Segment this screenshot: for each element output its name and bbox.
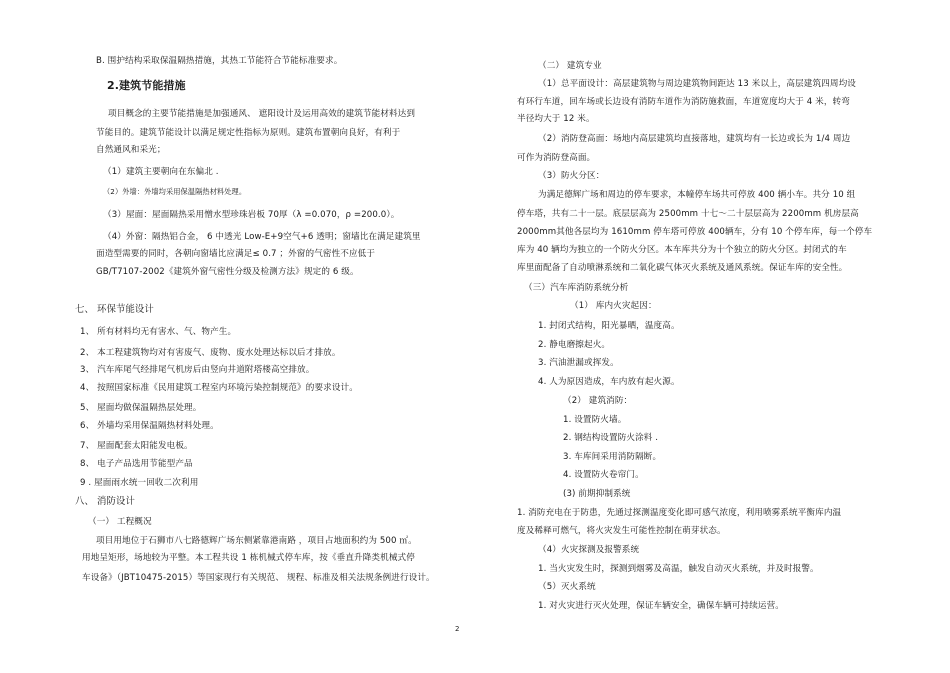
text-line: 可作为消防登高面。 — [517, 153, 596, 163]
text-line: 停车塔，共有二十一层。底层层高为 2500mm 十七～二十层层高为 2200mm 机房层高 — [517, 209, 859, 219]
text-line: 1. 消防充电在于防患，先通过探测温度变化即可感气浓度，利用喷雾系统平衡库内温 — [517, 508, 842, 518]
text-line: 节能目的。建筑节能设计以满足规定性指标为原则。建筑布置朝向良好，有利于 — [96, 128, 401, 138]
list-heading: （5）灭火系统 — [538, 582, 596, 592]
section-heading: 2.建筑节能措施 — [107, 79, 186, 92]
list-item: 3. 车库间采用消防隔断。 — [563, 452, 662, 462]
list-item: 4. 人为原因造成，车内放有起火源。 — [538, 377, 680, 387]
list-item: 2. 静电磨擦起火。 — [538, 340, 611, 350]
list-item: 3. 汽油泄漏或挥发。 — [538, 358, 619, 368]
text-line: （1）总平面设计：高层建筑物与周边建筑物间距达 13 米以上，高层建筑四周均设 — [538, 79, 856, 89]
subsection-heading: （一） 工程概况 — [88, 517, 152, 527]
text-line: B. 围护结构采取保温隔热措施，其热工节能符合节能标准要求。 — [96, 56, 343, 66]
list-heading: （1） 库内火灾起因： — [570, 301, 657, 311]
subsection-heading: （三）汽车库消防系统分析 — [524, 283, 629, 293]
text-line: 有环行车道，回车场或长边设有消防车道作为消防施救面，车道宽度均大于 4 米，转弯 — [517, 97, 850, 107]
list-item: 7、 屋面配套太阳能发电板。 — [80, 441, 193, 451]
list-heading: （2） 建筑消防： — [563, 396, 633, 406]
list-item: 5、 屋面均做保温隔热层处理。 — [80, 403, 202, 413]
text-line: 面造型需要的同时，各朝向窗墙比应满足≤ 0.7 ；外窗的气密性不应低于 — [96, 249, 376, 259]
list-item: 8、 电子产品选用节能型产品 — [80, 459, 193, 469]
list-item: 1、 所有材料均无有害水、气、物产生。 — [80, 327, 237, 337]
text-line: 库为 40 辆均为独立的一个防火分区。本车库共分为十个独立的防火分区。封闭式的车 — [517, 245, 847, 255]
text-line: （3）屋面：屋面隔热采用憎水型珍珠岩板 70厚（λ =0.070，ρ =200.0）。 — [103, 210, 400, 220]
list-item: 2. 钢结构设置防火涂料 . — [563, 433, 659, 443]
text-line: （2）外墙：外墙均采用保温隔热材料处理。 — [103, 187, 247, 196]
text-line: 库里面配备了自动喷淋系统和二氧化碳气体灭火系统及通风系统。保证车库的安全性。 — [517, 263, 848, 273]
list-item: 1. 对火灾进行灭火处理，保证车辆安全，确保车辆可持续运营。 — [538, 601, 784, 611]
list-item: 1. 封闭式结构，阳光暴晒，温度高。 — [538, 321, 680, 331]
list-heading: (3) 前期抑制系统 — [563, 489, 631, 499]
list-item: 1. 当火灾发生时，探测到烟雾及高温，触发自动灭火系统，并及时报警。 — [538, 564, 819, 574]
text-line: 项目用地位于石狮市八七路德辉广场东侧紧靠港南路 ，项目占地面积约为 500 ㎡。 — [96, 536, 417, 546]
text-line: 度及稀释可燃气，将火灾发生可能性控制在萌芽状态。 — [517, 526, 726, 536]
list-item: 2、 本工程建筑物均对有害废气、废物、废水处理达标以后才排放。 — [80, 348, 341, 358]
text-line: 项目概念的主要节能措施是加强通风、 遮阳设计及运用高效的建筑节能材料达到 — [108, 109, 416, 119]
list-item: 3、 汽车库尾气经排尾气机房后由竖向井道附塔楼高空排放。 — [80, 365, 315, 375]
chapter-heading: 八、 消防设计 — [75, 496, 135, 507]
text-line: 2000mm其他各层均为 1610mm 停车塔可停放 400辆车，分有 10 个停车库，每一个停车 — [517, 227, 873, 237]
text-line: GB/T7107-2002《建筑外窗气密性分级及检测方法》规定的 6 级。 — [96, 267, 359, 277]
text-line: （1）建筑主要朝向在东偏北 . — [103, 167, 219, 177]
text-line: 自然通风和采光； — [96, 145, 166, 155]
list-item: 9 . 屋面雨水统一回收二次利用 — [80, 478, 199, 488]
list-item: 6、 外墙均采用保温隔热材料处理。 — [80, 421, 219, 431]
chapter-heading: 七、 环保节能设计 — [75, 304, 154, 315]
page-number: 2 — [455, 625, 460, 633]
subsection-heading: （二） 建筑专业 — [538, 61, 602, 71]
text-line: 为满足德辉广场和周边的停车要求，本幢停车场共可停放 400 辆小车。共分 10 组 — [538, 190, 856, 200]
list-item: 1. 设置防火墙。 — [563, 415, 627, 425]
text-line: （2）消防登高面：场地内高层建筑均直接落地，建筑均有一长边或长为 1/4 周边 — [538, 134, 851, 144]
text-line: 车设备》（JBT10475-2015）等国家现行有关规范、 规程、标准及相关法规条例进行设计。 — [82, 573, 435, 583]
text-line: 用地呈矩形，场地较为平整。本工程共设 1 栋机械式停车库，按《垂直升降类机械式停 — [82, 553, 415, 563]
text-line: （3）防火分区： — [538, 171, 605, 181]
text-line: （4）外窗：隔热铝合金， 6 中透光 Low-E+9空气+6 透明；窗墙比在满足建筑里 — [103, 232, 421, 242]
list-item: 4、 按照国家标准《民用建筑工程室内环境污染控制规范》的要求设计。 — [80, 383, 358, 393]
list-item: 4. 设置防火卷帘门。 — [563, 470, 644, 480]
text-line: 半径均大于 12 米。 — [517, 114, 595, 124]
list-heading: （4）火灾探测及报警系统 — [538, 545, 640, 555]
